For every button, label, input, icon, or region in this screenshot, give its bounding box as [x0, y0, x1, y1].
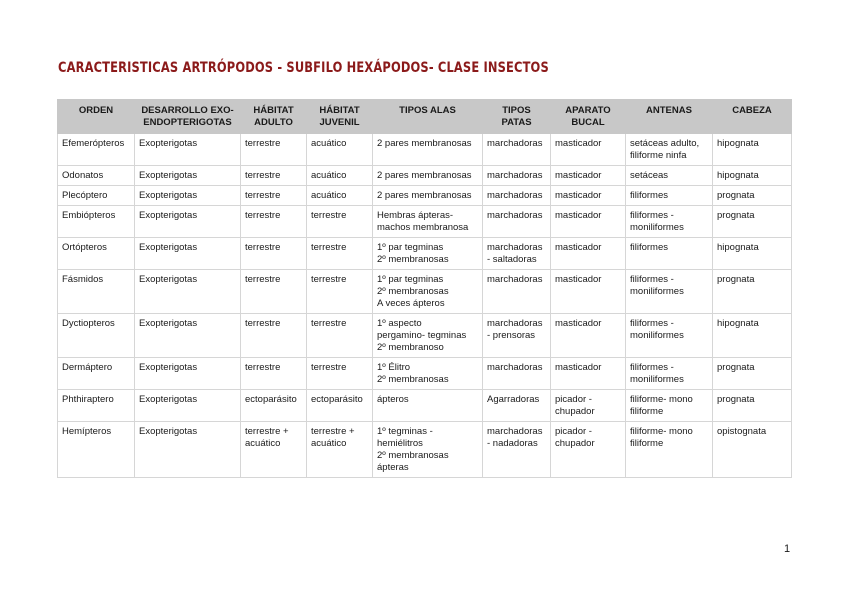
cell-antenas: [626, 206, 713, 238]
cell-habitat-adulto: [241, 134, 307, 166]
cell-habitat-juvenil: [307, 206, 373, 238]
column-header-line: HÁBITAT: [319, 105, 360, 116]
cell-text: Exopterigotas: [139, 170, 198, 181]
cell-text: terrestre: [311, 362, 347, 373]
cell-antenas: [626, 238, 713, 270]
column-header-line: PATAS: [501, 117, 532, 128]
cell-orden: [58, 422, 135, 478]
cell-desarrollo: [135, 270, 241, 314]
cell-desarrollo: [135, 314, 241, 358]
cell-text: acuático: [311, 190, 347, 201]
cell-orden: [58, 134, 135, 166]
cell-line: filiformes -: [630, 318, 674, 329]
cell-cabeza: [713, 270, 792, 314]
cell-line: 2 pares membranosas: [377, 190, 472, 201]
cell-desarrollo: [135, 134, 241, 166]
cell-line: masticador: [555, 242, 602, 253]
cell-line: Agarradoras: [487, 394, 540, 405]
cell-line: hemiélitros: [377, 438, 423, 449]
column-header-line: CABEZA: [732, 105, 772, 116]
cell-line: 2º membranosas: [377, 286, 449, 297]
cell-desarrollo: [135, 358, 241, 390]
cell-text: Phthiraptero: [62, 394, 114, 405]
cell-text: Fásmidos: [62, 274, 104, 285]
column-header: [241, 100, 307, 134]
cell-desarrollo: [135, 206, 241, 238]
cell-habitat-juvenil: [307, 186, 373, 206]
cell-aparato-bucal: [551, 390, 626, 422]
cell-line: chupador: [555, 406, 595, 417]
table-row: [58, 238, 792, 270]
cell-text: Exopterigotas: [139, 318, 198, 329]
cell-text: terrestre: [245, 190, 281, 201]
cell-text: prognata: [717, 274, 755, 285]
document-title: CARACTERISTICAS ARTRÓPODOS - SUBFILO HEXÁPODOS- CLASE INSECTOS: [58, 60, 549, 76]
cell-antenas: [626, 314, 713, 358]
cell-text: hipognata: [717, 318, 759, 329]
cell-text: Plecóptero: [62, 190, 108, 201]
cell-antenas: [626, 134, 713, 166]
cell-line: 2º membranoso: [377, 342, 444, 353]
cell-line: marchadoras: [487, 190, 543, 201]
cell-tipos-alas: [373, 134, 483, 166]
cell-text: terrestre: [245, 210, 281, 221]
page-number: 1: [784, 543, 791, 555]
cell-line: filiformes -: [630, 210, 674, 221]
column-header: [483, 100, 551, 134]
column-header-line: JUVENIL: [319, 117, 360, 128]
cell-text: acuático: [311, 138, 347, 149]
column-header-line: HÁBITAT: [253, 105, 294, 116]
cell-line: moniliformes: [630, 330, 684, 341]
cell-line: 2 pares membranosas: [377, 138, 472, 149]
cell-text: acuático: [311, 170, 347, 181]
cell-text: Exopterigotas: [139, 274, 198, 285]
cell-line: 1º Élitro: [377, 362, 411, 373]
cell-tipos-alas: [373, 422, 483, 478]
cell-cabeza: [713, 166, 792, 186]
cell-cabeza: [713, 206, 792, 238]
cell-habitat-adulto: [241, 166, 307, 186]
cell-text: Exopterigotas: [139, 426, 198, 437]
cell-text: Odonatos: [62, 170, 104, 181]
table-row: [58, 390, 792, 422]
cell-tipos-alas: [373, 270, 483, 314]
table-row: [58, 422, 792, 478]
cell-line: filiformes -: [630, 362, 674, 373]
cell-line: marchadoras: [487, 318, 543, 329]
cell-desarrollo: [135, 390, 241, 422]
cell-line: 2 pares membranosas: [377, 170, 472, 181]
cell-text: terrestre + acuático: [245, 426, 289, 449]
cell-tipos-alas: [373, 166, 483, 186]
cell-desarrollo: [135, 166, 241, 186]
cell-line: filiforme ninfa: [630, 150, 687, 161]
cell-orden: [58, 186, 135, 206]
cell-line: masticador: [555, 274, 602, 285]
cell-line: setáceas adulto,: [630, 138, 700, 149]
cell-line: ápteras: [377, 462, 409, 473]
cell-line: - prensoras: [487, 330, 536, 341]
cell-line: marchadoras: [487, 362, 543, 373]
cell-text: terrestre: [245, 318, 281, 329]
column-header-line: ADULTO: [254, 117, 293, 128]
cell-habitat-juvenil: [307, 238, 373, 270]
cell-tipos-patas: [483, 422, 551, 478]
cell-text: terrestre: [245, 138, 281, 149]
cell-habitat-juvenil: [307, 166, 373, 186]
cell-line: filiforme- mono: [630, 394, 693, 405]
cell-tipos-alas: [373, 314, 483, 358]
cell-line: marchadoras: [487, 242, 543, 253]
cell-line: filiformes: [630, 242, 669, 253]
table-body: [58, 134, 792, 478]
cell-text: prognata: [717, 362, 755, 373]
cell-tipos-patas: [483, 358, 551, 390]
cell-line: pergamino- tegminas: [377, 330, 467, 341]
cell-antenas: [626, 422, 713, 478]
cell-line: chupador: [555, 438, 595, 449]
cell-text: Dermáptero: [62, 362, 113, 373]
cell-cabeza: [713, 134, 792, 166]
cell-text: Embiópteros: [62, 210, 116, 221]
cell-habitat-adulto: [241, 270, 307, 314]
cell-text: Exopterigotas: [139, 362, 198, 373]
table-row: [58, 166, 792, 186]
cell-line: 1º par tegminas: [377, 274, 444, 285]
cell-desarrollo: [135, 238, 241, 270]
column-header: [135, 100, 241, 134]
cell-habitat-juvenil: [307, 270, 373, 314]
table-row: [58, 186, 792, 206]
cell-text: hipognata: [717, 170, 759, 181]
cell-text: hipognata: [717, 242, 759, 253]
cell-line: 1º tegminas -: [377, 426, 433, 437]
cell-text: prognata: [717, 394, 755, 405]
cell-tipos-patas: [483, 238, 551, 270]
cell-line: marchadoras: [487, 210, 543, 221]
cell-aparato-bucal: [551, 422, 626, 478]
cell-line: masticador: [555, 210, 602, 221]
cell-habitat-adulto: [241, 186, 307, 206]
cell-line: picador -: [555, 394, 592, 405]
cell-tipos-patas: [483, 186, 551, 206]
cell-text: Ortópteros: [62, 242, 107, 253]
cell-line: filiforme: [630, 438, 664, 449]
column-header-line: TIPOS: [502, 105, 531, 116]
cell-line: Hembras ápteras-: [377, 210, 454, 221]
cell-tipos-alas: [373, 206, 483, 238]
cell-antenas: [626, 166, 713, 186]
cell-text: Hemípteros: [62, 426, 112, 437]
cell-habitat-juvenil: [307, 314, 373, 358]
cell-text: prognata: [717, 210, 755, 221]
cell-line: marchadoras: [487, 274, 543, 285]
cell-text: opistognata: [717, 426, 767, 437]
cell-cabeza: [713, 314, 792, 358]
cell-antenas: [626, 270, 713, 314]
table-header-row: [58, 100, 792, 134]
cell-line: marchadoras: [487, 426, 543, 437]
cell-tipos-patas: [483, 390, 551, 422]
cell-aparato-bucal: [551, 270, 626, 314]
cell-aparato-bucal: [551, 358, 626, 390]
cell-habitat-adulto: [241, 238, 307, 270]
cell-text: terrestre: [311, 242, 347, 253]
cell-tipos-patas: [483, 314, 551, 358]
cell-orden: [58, 358, 135, 390]
cell-habitat-adulto: [241, 422, 307, 478]
cell-cabeza: [713, 422, 792, 478]
cell-text: terrestre + acuático: [311, 426, 355, 449]
cell-tipos-patas: [483, 206, 551, 238]
cell-line: marchadoras: [487, 138, 543, 149]
cell-text: terrestre: [245, 274, 281, 285]
cell-orden: [58, 270, 135, 314]
cell-antenas: [626, 358, 713, 390]
cell-tipos-patas: [483, 166, 551, 186]
cell-habitat-adulto: [241, 206, 307, 238]
cell-text: Exopterigotas: [139, 394, 198, 405]
cell-habitat-adulto: [241, 390, 307, 422]
cell-aparato-bucal: [551, 314, 626, 358]
cell-line: - nadadoras: [487, 438, 538, 449]
cell-aparato-bucal: [551, 206, 626, 238]
cell-line: masticador: [555, 190, 602, 201]
cell-text: terrestre: [245, 242, 281, 253]
cell-tipos-alas: [373, 238, 483, 270]
cell-line: filiformes -: [630, 274, 674, 285]
cell-text: ectoparásito: [311, 394, 363, 405]
cell-aparato-bucal: [551, 238, 626, 270]
cell-tipos-alas: [373, 186, 483, 206]
cell-orden: [58, 314, 135, 358]
insect-characteristics-table: [57, 99, 792, 478]
cell-desarrollo: [135, 422, 241, 478]
cell-line: masticador: [555, 170, 602, 181]
cell-orden: [58, 206, 135, 238]
cell-tipos-alas: [373, 390, 483, 422]
cell-line: filiforme: [630, 406, 664, 417]
cell-tipos-alas: [373, 358, 483, 390]
cell-line: filiformes: [630, 190, 669, 201]
cell-cabeza: [713, 358, 792, 390]
cell-text: Exopterigotas: [139, 242, 198, 253]
cell-text: Efemerópteros: [62, 138, 125, 149]
cell-line: moniliformes: [630, 374, 684, 385]
cell-line: 2º membranosas: [377, 254, 449, 265]
cell-line: setáceas: [630, 170, 669, 181]
cell-cabeza: [713, 186, 792, 206]
table-row: [58, 206, 792, 238]
cell-tipos-patas: [483, 134, 551, 166]
cell-text: terrestre: [311, 318, 347, 329]
column-header-line: DESARROLLO EXO-: [141, 105, 234, 116]
column-header-line: BUCAL: [571, 117, 605, 128]
cell-line: filiforme- mono: [630, 426, 693, 437]
cell-line: ápteros: [377, 394, 409, 405]
cell-line: 1º aspecto: [377, 318, 422, 329]
table-row: [58, 314, 792, 358]
cell-line: moniliformes: [630, 222, 684, 233]
cell-line: picador -: [555, 426, 592, 437]
cell-line: moniliformes: [630, 286, 684, 297]
cell-cabeza: [713, 238, 792, 270]
cell-text: Exopterigotas: [139, 210, 198, 221]
cell-text: hipognata: [717, 138, 759, 149]
cell-habitat-adulto: [241, 314, 307, 358]
cell-text: Exopterigotas: [139, 138, 198, 149]
cell-text: terrestre: [245, 362, 281, 373]
table-row: [58, 270, 792, 314]
cell-line: - saltadoras: [487, 254, 537, 265]
cell-habitat-juvenil: [307, 134, 373, 166]
cell-text: prognata: [717, 190, 755, 201]
cell-line: 2º membranosas: [377, 450, 449, 461]
cell-aparato-bucal: [551, 186, 626, 206]
cell-text: Dyctiopteros: [62, 318, 115, 329]
column-header: [551, 100, 626, 134]
table-row: [58, 358, 792, 390]
column-header: [713, 100, 792, 134]
cell-text: terrestre: [245, 170, 281, 181]
cell-orden: [58, 166, 135, 186]
cell-tipos-patas: [483, 270, 551, 314]
cell-line: masticador: [555, 138, 602, 149]
cell-line: machos membranosa: [377, 222, 469, 233]
cell-text: ectoparásito: [245, 394, 297, 405]
cell-aparato-bucal: [551, 134, 626, 166]
cell-line: masticador: [555, 318, 602, 329]
cell-antenas: [626, 186, 713, 206]
cell-habitat-adulto: [241, 358, 307, 390]
column-header-line: ORDEN: [78, 105, 114, 116]
column-header: [373, 100, 483, 134]
cell-cabeza: [713, 390, 792, 422]
column-header-line: ENDOPTERIGOTAS: [143, 117, 232, 128]
cell-text: terrestre: [311, 210, 347, 221]
column-header-line: ANTENAS: [646, 105, 692, 116]
cell-desarrollo: [135, 186, 241, 206]
cell-habitat-juvenil: [307, 390, 373, 422]
column-header: [626, 100, 713, 134]
cell-line: 2º membranosas: [377, 374, 449, 385]
cell-line: 1º par tegminas: [377, 242, 444, 253]
column-header: [58, 100, 135, 134]
cell-text: Exopterigotas: [139, 190, 198, 201]
cell-antenas: [626, 390, 713, 422]
cell-line: masticador: [555, 362, 602, 373]
column-header-line: TIPOS ALAS: [399, 105, 456, 116]
cell-line: marchadoras: [487, 170, 543, 181]
column-header-line: APARATO: [565, 105, 611, 116]
cell-aparato-bucal: [551, 166, 626, 186]
cell-text: terrestre: [311, 274, 347, 285]
cell-orden: [58, 390, 135, 422]
cell-line: A veces ápteros: [377, 298, 445, 309]
cell-habitat-juvenil: [307, 358, 373, 390]
table-row: [58, 134, 792, 166]
cell-habitat-juvenil: [307, 422, 373, 478]
cell-orden: [58, 238, 135, 270]
column-header: [307, 100, 373, 134]
